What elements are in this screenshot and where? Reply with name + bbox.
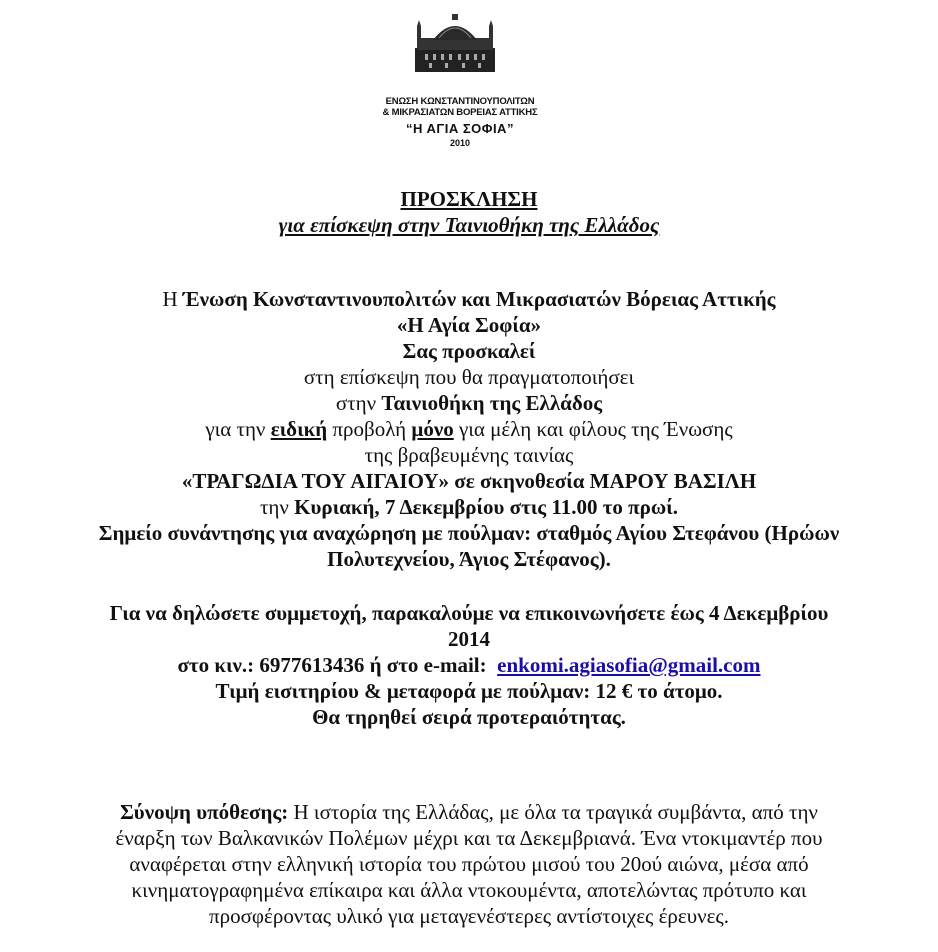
film-summary bbox=[30, 799, 908, 929]
ticket-price: Τιμή εισιτηρίου & μεταφορά με πούλμαν: 12 € το άτομο. bbox=[215, 679, 723, 703]
registration-line: Για να δηλώσετε συμμετοχή, παρακαλούμε να επικοινωνήσετε έως 4 Δεκεμβρίου bbox=[109, 601, 829, 625]
summary-line-4: κινηματογραφημένα επίκαιρα και άλλα ντοκουμέντα, αποτελώντας πρότυπο και bbox=[131, 878, 807, 902]
summary-line-5: προσφέροντας υλικό για μεταγενέστερες αντίστοιχες έρευνες. bbox=[209, 904, 729, 928]
venue-name: Ταινιοθήκη της Ελλάδος bbox=[381, 391, 603, 415]
screening-special: ειδική bbox=[270, 417, 328, 441]
screening-suffix: για μέλη και φίλους της Ένωσης bbox=[458, 417, 733, 441]
invitation-title: ΠΡΟΣΚΛΗΣΗ bbox=[400, 187, 538, 211]
visit-line: στη επίσκεψη που θα πραγματοποιήσει bbox=[303, 365, 635, 389]
date-line bbox=[0, 494, 938, 520]
film-intro: της βραβευμένης ταινίας bbox=[364, 443, 574, 467]
film-line: «ΤΡΑΓΩΔΙΑ ΤΟΥ ΑΙΓΑΙΟΥ» σε σκηνοθεσία ΜΑΡΟΥ ΒΑΣΙΛΗ bbox=[181, 469, 757, 493]
priority-note: Θα τηρηθεί σειρά προτεραιότητας. bbox=[312, 705, 626, 729]
meeting-point-line-2: Πολυτεχνείου, Άγιος Στέφανος). bbox=[327, 547, 611, 571]
org-name: Ένωση Κωνσταντινουπολιτών και Μικρασιατών Βόρειας Αττικής bbox=[182, 287, 776, 311]
org-line-2: & ΜΙΚΡΑΣΙΑΤΩΝ ΒΟΡΕΙΑΣ ΑΤΤΙΚΗΣ bbox=[382, 107, 538, 118]
org-intro-line bbox=[0, 286, 938, 312]
invitation-body bbox=[0, 186, 938, 730]
screening-mid: προβολή bbox=[332, 417, 407, 441]
summary-line-2: έναρξη των Βαλκανικών Πολέμων μέχρι και τα Δεκεμβριανά. Ένα ντοκιμαντέρ που bbox=[115, 826, 823, 850]
invites-line: Σας προσκαλεί bbox=[402, 339, 536, 363]
contact-line bbox=[0, 652, 938, 678]
org-nickname: «Η Αγία Σοφία» bbox=[396, 313, 542, 337]
email-link[interactable]: enkomi.agiasofia@gmail.com bbox=[497, 653, 761, 677]
org-prefix: Η bbox=[162, 287, 178, 311]
summary-line-3: αναφέρεται στην ελληνική ιστορία του πρώτου μισού του 20ού αιώνα, μέσα από bbox=[129, 852, 809, 876]
screening-only: μόνο bbox=[411, 417, 454, 441]
screening-line bbox=[0, 416, 938, 442]
contact-phone: στο κιν.: 6977613436 ή στο e-mail: bbox=[177, 653, 487, 677]
organization-header bbox=[350, 96, 570, 148]
summary-text-1: Η ιστορία της Ελλάδας, με όλα τα τραγικά συμβάντα, από την bbox=[293, 800, 818, 824]
org-year: 2010 bbox=[449, 138, 471, 148]
summary-line-1 bbox=[30, 799, 908, 825]
event-date: Κυριακή, 7 Δεκεμβρίου στις 11.00 το πρωί. bbox=[294, 495, 679, 519]
hagia-sophia-emblem-icon bbox=[415, 8, 495, 72]
screening-prefix: για την bbox=[205, 417, 266, 441]
venue-prefix: στην bbox=[335, 391, 377, 415]
summary-label: Σύνοψη υπόθεσης: bbox=[120, 800, 289, 824]
invitation-subtitle: για επίσκεψη στην Ταινιοθήκη της Ελλάδος bbox=[278, 213, 660, 237]
registration-year: 2014 bbox=[448, 627, 490, 651]
org-line-1: ΕΝΩΣΗ ΚΩΝΣΤΑΝΤΙΝΟΥΠΟΛΙΤΩΝ bbox=[385, 96, 535, 107]
meeting-point-line-1: Σημείο συνάντησης για αναχώρηση με πούλμαν: σταθμός Αγίου Στεφάνου (Ηρώων bbox=[98, 521, 840, 545]
org-line-3: “Η ΑΓΙΑ ΣΟΦΙΑ” bbox=[406, 121, 514, 136]
date-prefix: την bbox=[259, 495, 289, 519]
venue-line bbox=[0, 390, 938, 416]
